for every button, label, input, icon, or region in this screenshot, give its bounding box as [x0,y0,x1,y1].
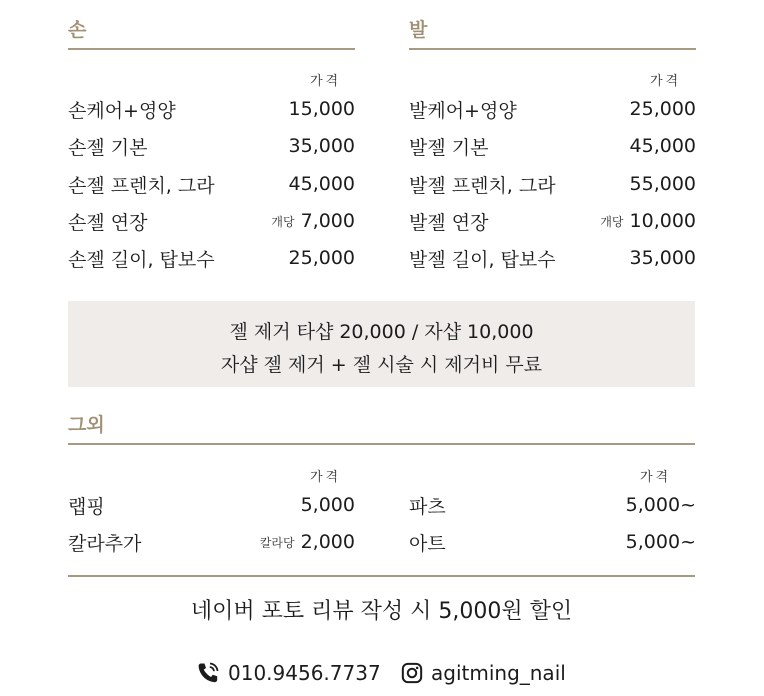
others-section-title: 그외 [68,414,105,436]
menu-item-price-group [620,494,696,516]
foot-section-rule [409,48,696,50]
unit-label: 개당 [600,214,624,229]
hand-section-title: 손 [68,19,87,41]
hand-menu-row [68,243,355,273]
menu-item-name: 손케어+영양 [68,99,176,122]
hand-menu-row [68,94,355,124]
phone-icon [196,661,220,685]
menu-item-name: 발젤 프렌치, 그라 [409,174,556,197]
footer-rule [68,575,695,577]
menu-item-price-group [295,494,355,516]
others-right-price-header: 가격 [640,470,672,485]
menu-item-price: 5,000 [300,494,355,516]
menu-item-price-group [620,531,696,553]
menu-item-price-group [260,531,355,553]
others-section-rule [68,443,695,445]
menu-item-price: 25,000 [288,247,355,269]
others-menu-row [68,527,355,557]
unit-label: 칼라당 [259,535,295,550]
others-left-price-header: 가격 [310,470,342,485]
phone-number: 010.9456.7737 [228,661,381,685]
menu-item-name: 칼라추가 [68,532,142,555]
hand-menu-row [68,169,355,199]
foot-menu-row [409,131,696,161]
others-menu-row [68,490,355,520]
menu-item-name: 손젤 기본 [68,136,148,159]
hand-menu-row [68,206,355,236]
foot-price-header: 가격 [650,74,682,89]
hand-section-rule [68,48,355,50]
menu-item-price-group [624,135,696,157]
notice-line-2: 자샵 젤 제거 + 젤 시술 시 제거비 무료 [220,354,543,376]
menu-item-price-group [283,135,355,157]
menu-item-name: 랩핑 [68,495,105,518]
menu-item-price: 15,000 [288,98,355,120]
menu-item-name: 손젤 프렌치, 그라 [68,174,215,197]
menu-item-name: 발젤 기본 [409,136,489,159]
menu-item-price-group [624,247,696,269]
others-menu-row [409,490,696,520]
menu-item-name: 발젤 길이, 탑보수 [409,248,556,271]
menu-item-price: 35,000 [288,135,355,157]
menu-item-price-group [624,98,696,120]
menu-item-name: 발젤 연장 [409,211,489,234]
menu-item-price: 2,000 [300,531,355,553]
menu-item-price-group [600,210,696,232]
unit-label: 개당 [271,214,295,229]
instagram-icon [401,662,423,684]
menu-item-price-group [283,173,355,195]
hand-price-header: 가격 [310,74,342,89]
menu-item-price: 45,000 [288,173,355,195]
gel-removal-notice [68,301,695,387]
menu-item-name: 파츠 [409,495,446,518]
menu-item-price-group [283,247,355,269]
foot-menu-row [409,206,696,236]
menu-item-price-group [283,98,355,120]
menu-item-price: 45,000 [629,135,696,157]
menu-item-price: 5,000~ [625,531,696,553]
menu-item-name: 손젤 길이, 탑보수 [68,248,215,271]
menu-item-price-group [271,210,355,232]
menu-item-price: 5,000~ [625,494,696,516]
menu-item-price: 25,000 [629,98,696,120]
hand-menu-row [68,131,355,161]
foot-menu-row [409,243,696,273]
menu-item-price-group [624,173,696,195]
foot-section-title: 발 [409,19,428,41]
menu-item-price: 10,000 [629,210,696,232]
foot-menu-row [409,169,696,199]
menu-item-price: 7,000 [300,210,355,232]
instagram-contact[interactable] [401,658,566,688]
phone-contact[interactable] [196,658,381,688]
instagram-handle: agitming_nail [431,661,566,685]
menu-item-price: 55,000 [629,173,696,195]
review-discount-promo: 네이버 포토 리뷰 작성 시 5,000원 할인 [190,599,573,624]
foot-menu-row [409,94,696,124]
menu-item-price: 35,000 [629,247,696,269]
others-menu-row [409,527,696,557]
menu-item-name: 발케어+영양 [409,99,517,122]
notice-line-1: 젤 제거 타샵 20,000 / 자샵 10,000 [229,321,534,343]
menu-item-name: 아트 [409,532,446,555]
menu-item-name: 손젤 연장 [68,211,148,234]
